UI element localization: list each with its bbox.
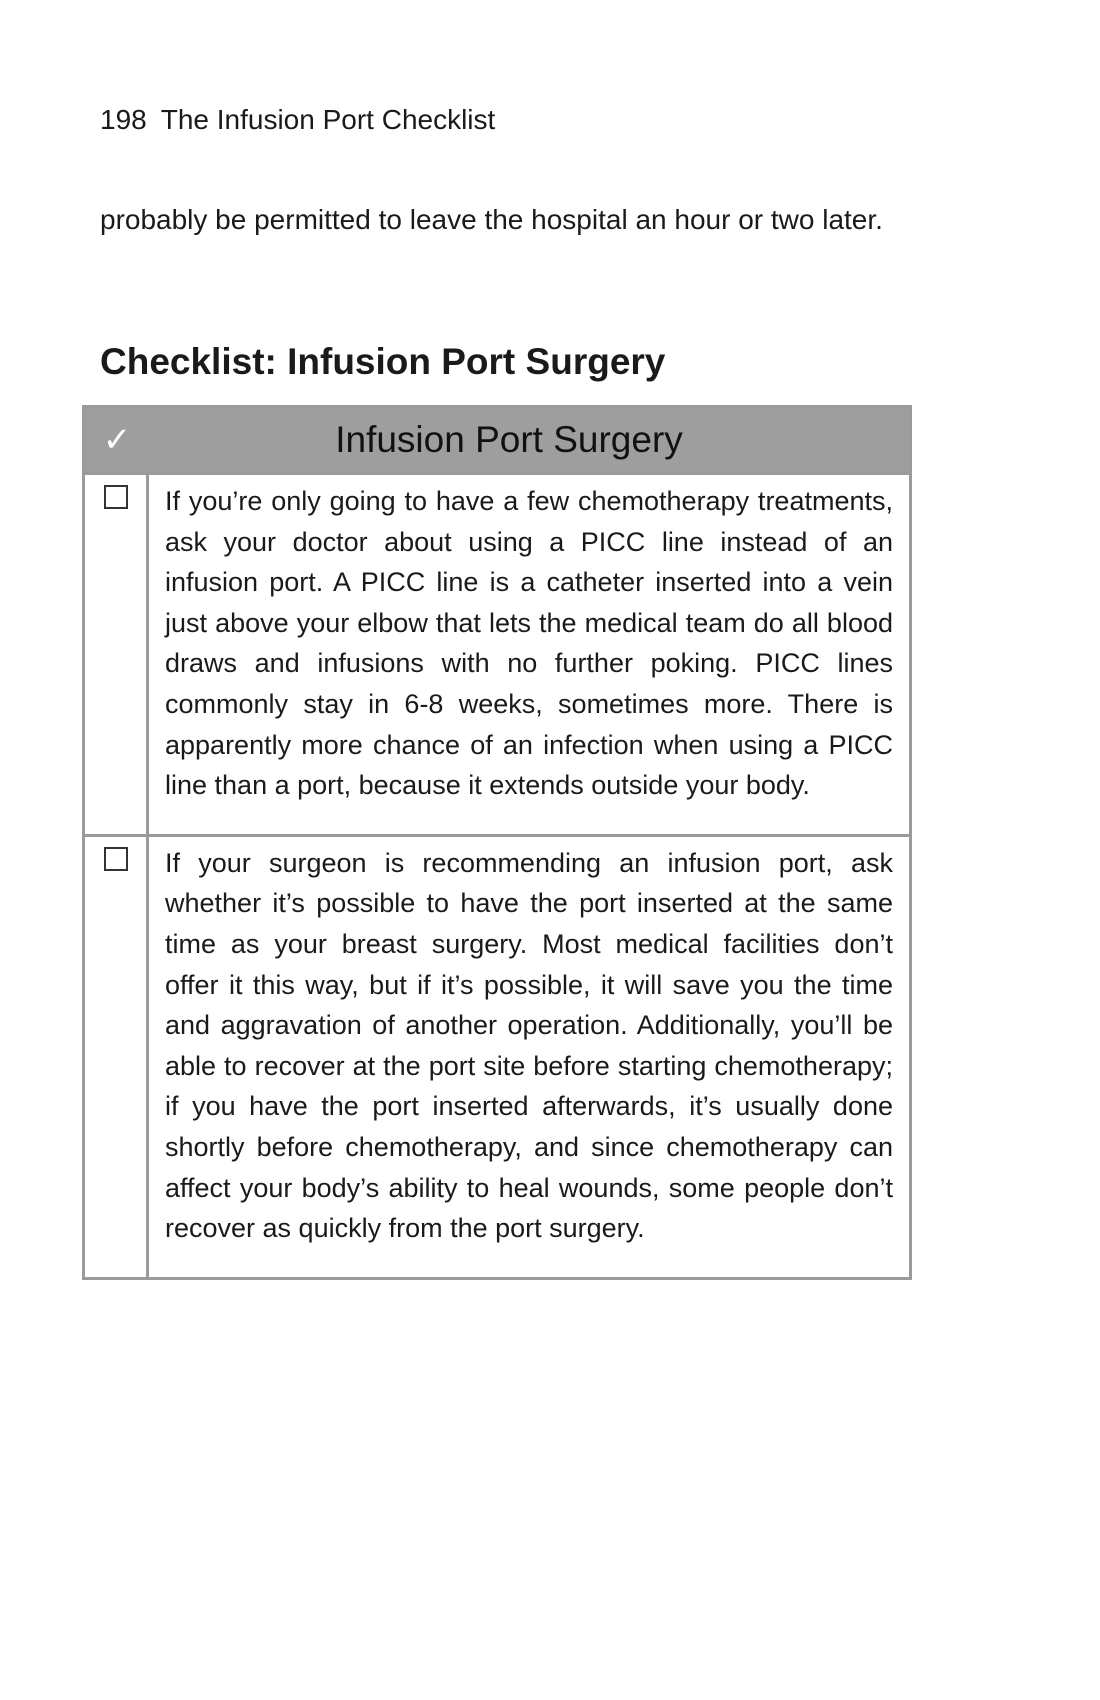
checklist-item-text: If you’re only going to have a few chemotherapy treatments, ask your doctor about using a PICC line instead of an infusion port. A PICC line is a catheter inserted into a vein just above your elbow that lets the medical team do all blood draws and infusions with no further poking. PICC lines commonly stay in 6-8 weeks, sometimes more. There is apparently more chance of an infection when using a PICC line than a port, because it extends outside your body. (165, 486, 893, 801)
checklist-item (85, 837, 909, 1277)
checklist-table (82, 405, 912, 1280)
running-header (100, 102, 495, 138)
checkbox-1[interactable] (104, 485, 128, 509)
checklist-title: Infusion Port Surgery (335, 419, 683, 460)
section-heading: Checklist: Infusion Port Surgery (100, 341, 666, 382)
checklist-header-row (85, 408, 909, 475)
checklist-item-text: If your surgeon is recommending an infusion port, ask whether it’s possible to have the port inserted at the same time as your breast surgery. Most medical facilities don’t offer it this way, but if it’s possible, it will save you the time and aggravation of another operation. Additionally, you’ll be able to recover at the port site before starting chemotherapy; if you have the port inserted afterwards, it’s usually done shortly before chemotherapy, and since chemotherapy can affect your body’s ability to heal wounds, some people don’t recover as quickly from the port surgery. (165, 847, 893, 1244)
checkbox-2[interactable] (104, 847, 128, 871)
checklist-check-column-header (85, 408, 149, 472)
checklist-item (85, 475, 909, 837)
checklist-checkbox-cell (85, 837, 149, 1277)
running-title: The Infusion Port Checklist (160, 104, 496, 135)
intro-paragraph: probably be permitted to leave the hospital an hour or two later. (100, 204, 883, 235)
page-number: 198 (100, 104, 147, 135)
checkmark-icon: ✓ (102, 420, 132, 460)
checklist-checkbox-cell (85, 475, 149, 834)
